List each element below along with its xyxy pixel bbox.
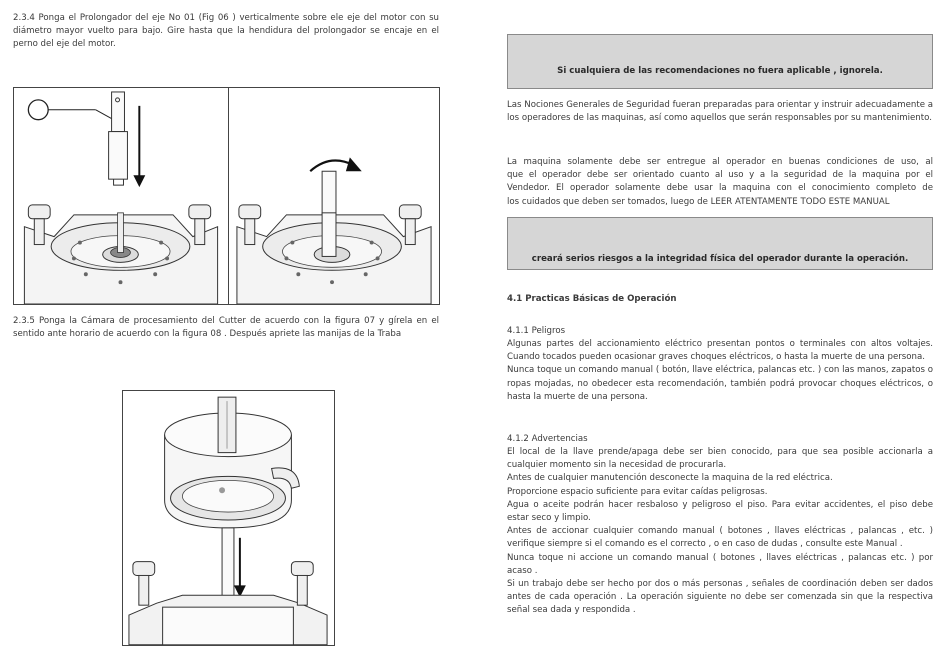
advertencias-title: 4.1.2 Advertencias [507,434,588,444]
step-2-3-5-text: 2.3.5 Ponga la Cámara de procesamiento del Cutter de acuerdo con la figura 07 y gírela en el sentido ante horario de acuerdo con la figura 08 . Después apriete las manijas de la Traba [13,316,439,340]
peligros-paragraph: Algunas partes del accionamiento eléctrico presentan pontos o terminales con altos voltajes. Cuando tocados pueden ocasionar graves choques eléctricos, o hasta la muerte de una persona. [507,339,933,363]
advertencias-paragraph: Nunca toque ni accione un comando manual ( botones , llaves eléctricas , palancas etc. ) por acaso . [507,552,933,576]
section-title-4-1: 4.1 Practicas Básicas de Operación [507,294,677,304]
maquina-line: los cuidados que deben ser tomados, luego de LEER ATENTAMENTE TODO ESTE MANUAL [507,196,890,207]
advertencias-paragraph: Agua o aceite podrán hacer resbaloso y peligroso el piso. Para evitar accidentes, el piso debe estar seco y limpio. [507,499,933,524]
peligros-paragraph: Nunca toque un comando manual ( botón, llave eléctrica, palancas etc. ) con las manos, zapatos o ropas mojadas, no obedecer esta recomendación, también podrá provocar choques eléctricos, o hasta la muerte de una persona. [507,365,933,402]
notice-box-risk [507,217,933,270]
peligros-title: 4.1.1 Peligros [507,326,566,336]
notice-box-risk-text: creará serios riesgos a la integridad física del operador durante la operación. [531,254,909,264]
figure-prolongador-insert [13,87,228,305]
figure-prolongador-rotate [228,87,440,305]
maquina-line: La maquina solamente debe ser entregue al operador en buenas condiciones de uso, al [507,157,933,167]
figure-camara-procesamiento [122,390,335,646]
advertencias-paragraph: Antes de accionar cualquier comando manual ( botones , llaves eléctricas , palancas , etc. ) verifique siempre si el comando es el correcto , o en caso de dudas , consulte este Manual . [507,526,933,550]
prolongador-illustration [14,88,228,304]
notice-box-ignore [507,34,933,89]
peligros-body [507,338,933,404]
notice-box-ignore-text: Si cualquiera de las recomendaciones no fuera aplicable , ignorela. [557,66,883,76]
advertencias-body [507,446,933,618]
nociones-paragraph: Las Nociones Generales de Seguridad fueran preparadas para orientar y instruir adecuadamente a los operadores de las maquinas, así como aquellos que serán responsables por su mantenimiento. [507,100,933,124]
advertencias-paragraph: Si un trabajo debe ser hecho por dos o más personas , señales de coordinación deben ser dados antes de cada operación . La operación siguiente no debe ser comenzada sin que la respectiva señal sea dada y respondida . [507,579,933,616]
advertencias-paragraph: Antes de cualquier manutención desconecte la maquina de la red eléctrica. [507,473,833,484]
camara-illustration [123,391,334,645]
maquina-line: que el operador debe ser orientado cuanto al uso y a la seguridad de la maquina por el [507,170,933,181]
maquina-line: Vendedor. El operador solamente debe usar la maquina con el conocimiento completo de [507,183,933,194]
prolongador-rotate-illustration [229,88,439,304]
maquina-paragraph [507,156,933,209]
step-2-3-4-text: 2.3.4 Ponga el Prolongador del eje No 01 (Fig 06 ) verticalmente sobre ele eje del motor con su diámetro mayor vuelto para bajo. Gire hasta que la hendidura del prolongador se encaje en el perno del eje del motor. [13,13,439,50]
advertencias-paragraph: El local de la llave prende/apaga debe ser bien conocido, para que sea posible accionarla a cualquier momento sin la necesidad de procurarla. [507,447,933,471]
advertencias-paragraph: Proporcione espacio suficiente para evitar caídas peligrosas. [507,486,768,497]
